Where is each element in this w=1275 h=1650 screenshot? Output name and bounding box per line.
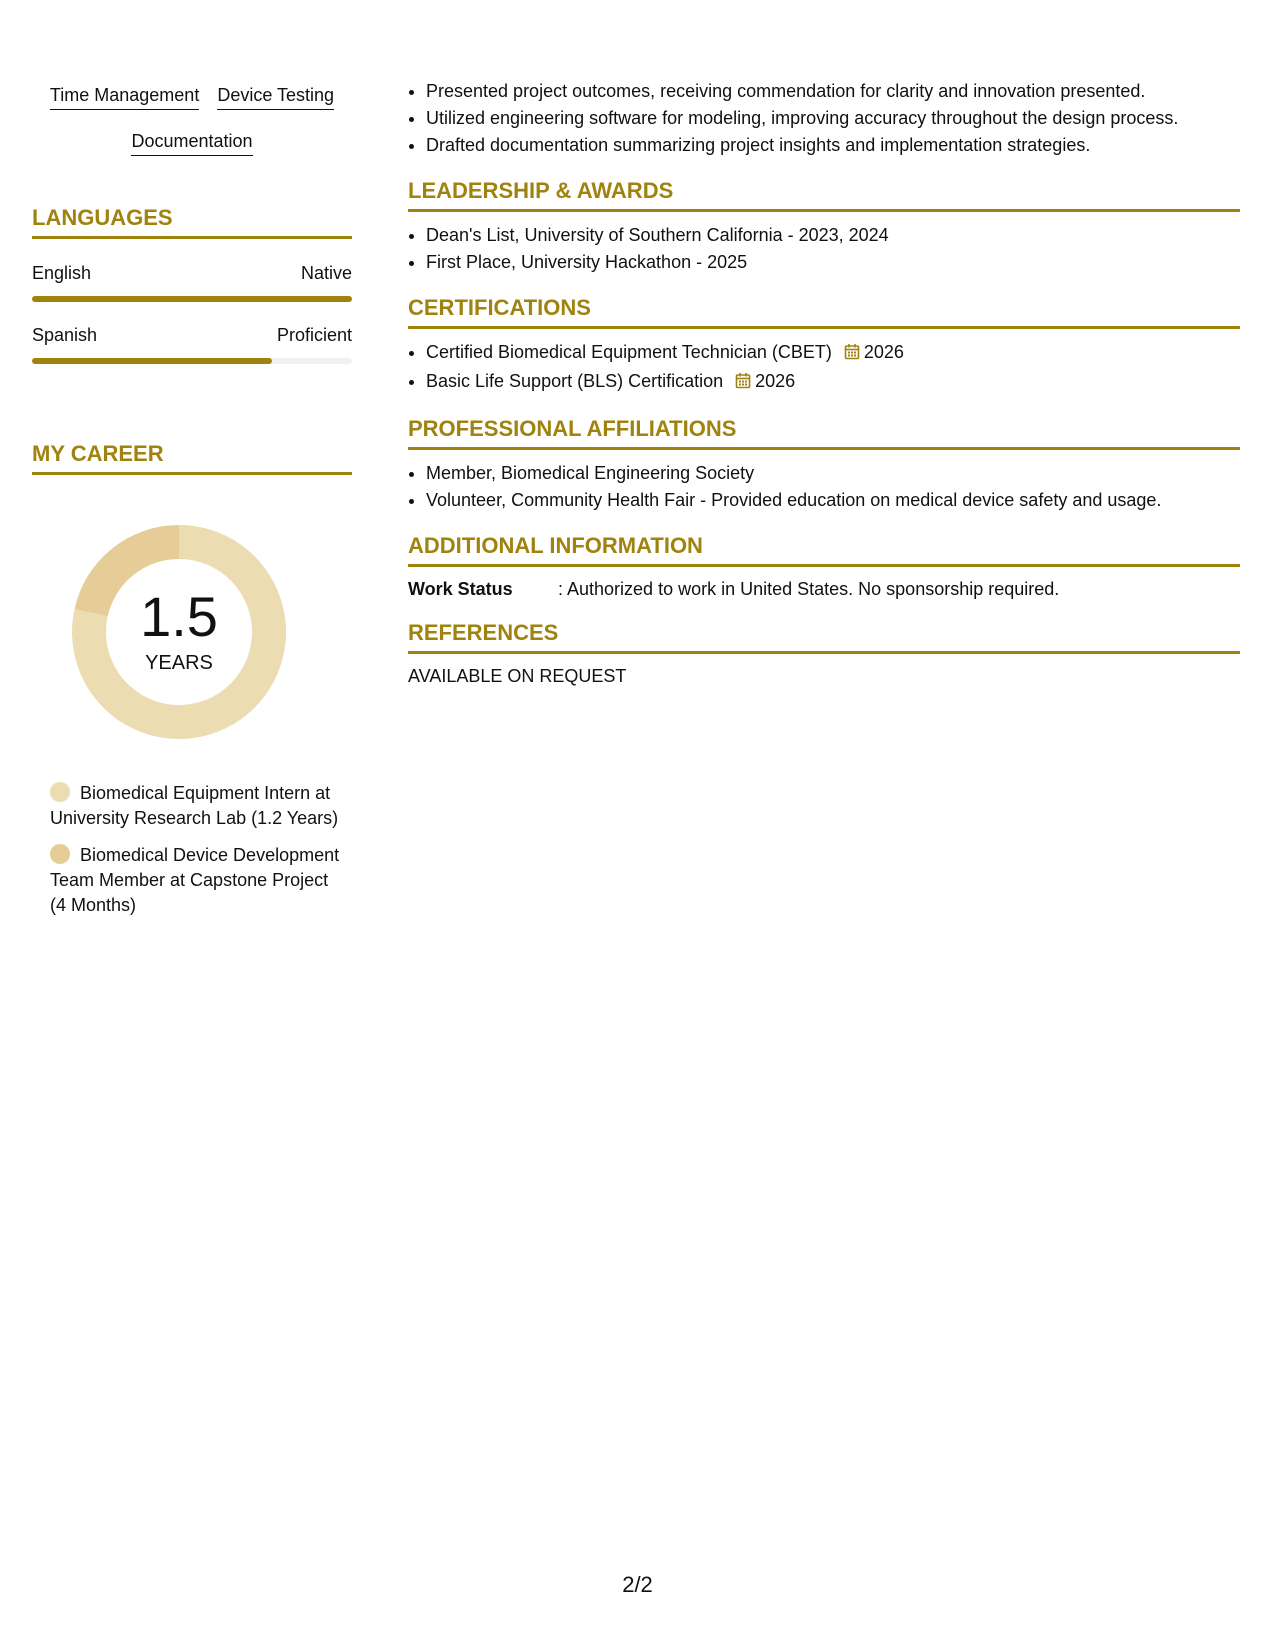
additional-info-section (408, 532, 1240, 601)
skill-tag: Documentation (131, 130, 252, 156)
calendar-icon (844, 341, 860, 368)
work-status-value: : Authorized to work in United States. No sponsorship required. (558, 579, 1060, 599)
language-proficiency-fill (32, 296, 352, 302)
list-item: • First Place, University Hackathon - 2025 (426, 249, 1240, 276)
skills-list (32, 84, 352, 156)
experience-bullets (408, 78, 1240, 159)
certification-item (426, 368, 1240, 397)
references-text: AVAILABLE ON REQUEST (408, 666, 627, 686)
languages-heading: LANGUAGES (32, 204, 352, 239)
affiliations-heading: PROFESSIONAL AFFILIATIONS (408, 415, 1240, 450)
work-status-label: Work Status (408, 579, 513, 599)
career-total-unit: YEARS (145, 652, 213, 674)
page-number: 2/2 (622, 1572, 653, 1597)
list-item: • Volunteer, Community Health Fair - Provided education on medical device safety and usage. (426, 487, 1240, 514)
work-status-row (408, 577, 1240, 601)
language-proficiency-bar (32, 358, 352, 364)
certification-year: 2026 (863, 342, 904, 362)
language-item (32, 262, 352, 302)
language-proficiency-fill (32, 358, 272, 364)
language-proficiency-bar (32, 296, 352, 302)
list-item: • Member, Biomedical Engineering Society (426, 460, 1240, 487)
list-item: • Presented project outcomes, receiving commendation for clarity and innovation presented. (426, 78, 1240, 105)
language-level: Proficient (276, 325, 352, 345)
affiliations-section (408, 415, 1240, 514)
skill-tag: Time Management (50, 84, 199, 110)
leadership-section (408, 177, 1240, 276)
career-donut-chart (66, 519, 292, 745)
language-name: English (32, 263, 92, 283)
career-legend-label: Biomedical Equipment Intern at University Research Lab (1.2 Years) (50, 783, 339, 828)
certifications-heading: CERTIFICATIONS (408, 294, 1240, 329)
references-heading: REFERENCES (408, 619, 1240, 654)
legend-dot (50, 844, 70, 864)
certification-name: Basic Life Support (BLS) Certification (426, 371, 724, 391)
right-column (408, 78, 1240, 688)
legend-dot (50, 782, 70, 802)
certification-name: Certified Biomedical Equipment Technician (CBET) (426, 342, 832, 362)
language-level: Native (300, 263, 352, 283)
language-item (32, 324, 352, 364)
list-item: • Utilized engineering software for modeling, improving accuracy throughout the design process. (426, 105, 1240, 132)
references-section (408, 619, 1240, 688)
career-total-years: 1.5 (140, 585, 218, 648)
leadership-heading: LEADERSHIP & AWARDS (408, 177, 1240, 212)
left-column (32, 84, 352, 930)
skill-tag: Device Testing (217, 84, 334, 110)
list-item: • Dean's List, University of Southern California - 2023, 2024 (426, 222, 1240, 249)
career-legend-item (50, 843, 340, 918)
certifications-section (408, 294, 1240, 397)
career-heading: MY CAREER (32, 440, 352, 475)
calendar-icon (735, 370, 751, 397)
certification-item (426, 339, 1240, 368)
career-legend (32, 781, 340, 918)
additional-info-heading: ADDITIONAL INFORMATION (408, 532, 1240, 567)
certification-year: 2026 (755, 371, 796, 391)
career-legend-label: Biomedical Device Development Team Member at Capstone Project (4 Months) (50, 845, 340, 915)
career-legend-item (50, 781, 340, 831)
language-name: Spanish (32, 325, 98, 345)
list-item: • Drafted documentation summarizing project insights and implementation strategies. (426, 132, 1240, 159)
